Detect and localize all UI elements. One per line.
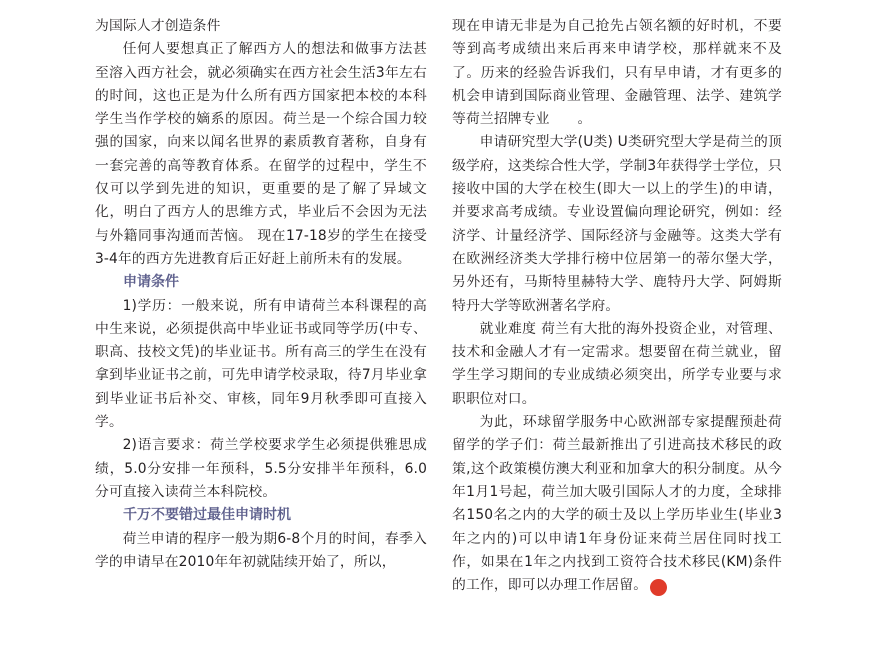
paragraph-language-requirement: 2)语言要求：荷兰学校要求学生必须提供雅思成绩，5.0分安排一年预科，5.5分安排半年预科，6.0分可直接入读荷兰本科院校。 (95, 437, 427, 500)
heading-application-requirements: 申请条件 (123, 274, 179, 291)
left-column (95, 15, 427, 574)
paragraph-research-university: 申请研究型大学(U类) U类研究型大学是荷兰的顶级学府，这类综合性大学，学制3年获得学士学位，只接收中国的大学在校生(即大一以上的学生)的申请，并要求高考成绩。专业设置偏向理论研究，例如：经济学、计量经济学、国际经济与金融等。这类大学有在欧洲经济类大学排行榜中位居第一的蒂尔堡大学，另外还有，马斯特里赫特大学、鹿特丹大学、阿姆斯特丹大学等欧洲著名学府。 (452, 134, 782, 314)
article-end-logo-icon: G (650, 579, 667, 596)
paragraph-intro-tail: 为国际人才创造条件 (95, 18, 221, 34)
paragraph-application-timeline: 荷兰申请的程序一般为期6-8个月的时间，春季入学的申请早在2010年年初就陆续开始了，所以， (95, 530, 427, 570)
right-column (452, 15, 782, 597)
paragraph-western-education: 任何人要想真正了解西方人的想法和做事方法甚至溶入西方社会，就必须确实在西方社会生活3年左右的时间，这也正是为什么所有西方国家把本校的本科学生当作学校的嫡系的原因。荷兰是一个综合国力较强的国家，向来以闻名世界的素质教育著称，自身有一套完善的高等教育体系。在留学的过程中，学生不仅可以学到先进的知识，更重要的是了解了异域文化，明白了西方人的思维方式，毕业后不会因为无法与外籍同事沟通而苦恼。 现在17-18岁的学生在接受3-4年的西方先进教育后正好赶上前所未有的发展。 (95, 41, 427, 267)
heading-best-application-time: 千万不要错过最佳申请时机 (123, 507, 291, 524)
paragraph-apply-early: 现在申请无非是为自己抢先占领名额的好时机，不要等到高考成绩出来后再来申请学校，那样就来不及了。历来的经验告诉我们，只有早申请，才有更多的机会申请到国际商业管理、金融管理、法学、建筑学等荷兰招牌专业 。 (452, 18, 782, 128)
paragraph-education-requirement: 1)学历：一般来说，所有申请荷兰本科课程的高中生来说，必须提供高中毕业证书或同等学历(中专、职高、技校文凭)的毕业证书。所有高三的学生在没有拿到毕业证书之前，可先申请学校录取，待7月毕业拿到毕业证书后补交、审核，同年9月秋季即可直接入学。 (95, 297, 427, 431)
paragraph-talent-policy-text: 为此，环球留学服务中心欧洲部专家提醒预赴荷留学的学子们：荷兰最新推出了引进高技术移民的政策,这个政策模仿澳大利亚和加拿大的积分制度。从今年1月1号起，荷兰加大吸引国际人才的力度，全球排名150名之内的大学的硕士及以上学历毕业生(毕业3年之内的)可以申请1年身份证来荷兰居住同时找工作，如果在1年之内找到工资符合技术移民(KM)条件的工作，即可以办理工作居留。 (452, 414, 782, 594)
paragraph-talent-policy (452, 411, 782, 597)
paragraph-employment: 就业难度 荷兰有大批的海外投资企业，对管理、技术和金融人才有一定需求。想要留在荷兰就业，留学生学习期间的专业成绩必须突出，所学专业要与求职职位对口。 (452, 320, 782, 407)
